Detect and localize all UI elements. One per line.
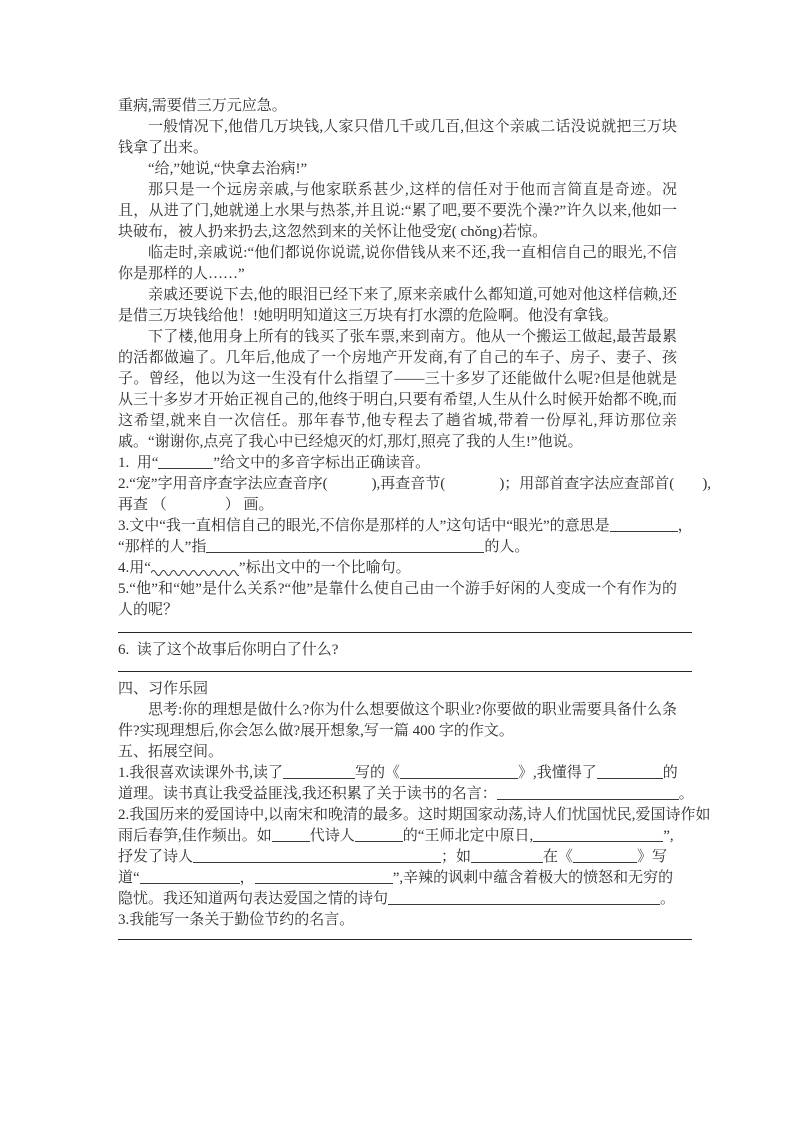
wavy-line-blank	[151, 569, 239, 576]
answer-blank	[388, 892, 660, 905]
answer-blank	[610, 519, 678, 532]
extension-item-2-line-1: 2.我国历来的爱国诗中,以南宋和晚清的最多。这时期国家动荡,诗人们忧国忧民,爱国诗作如	[118, 807, 711, 823]
answer-blank	[400, 766, 518, 779]
passage-paragraph-1: 重病,需要借三万元应急。	[118, 98, 287, 114]
divider-line-2	[118, 671, 692, 672]
answer-blank	[573, 850, 637, 863]
question-5: 5.“他”和“她”是什么关系?“他”是靠什么使自己由一个游手好闲的人变成一个有作为的人的呢？	[118, 581, 677, 618]
extension-item-2-line-4: 道“ ， ”,辛辣的讽刺中蕴含着极大的愤怒和无穷的	[118, 870, 674, 886]
divider-line-3	[118, 939, 692, 940]
answer-space	[328, 486, 372, 488]
question-2-line-1: 2.“宠”字用音序查字法应查音序( ),再查音节( )；用部首查字法应查部首( ),	[118, 476, 712, 492]
section-4-essay-prompt: 思考:你的理想是做什么?你为什么想要做这个职业?你要做的职业需要具备什么条件?实现理想后,你会怎么做?展开想象,写一篇 400 字的作文。	[118, 702, 677, 739]
answer-blank	[193, 850, 441, 863]
document-content	[118, 96, 712, 940]
passage-paragraph-5: 临走时,亲戚说:“他们都说你说谎,说你借钱从来不还,我一直相信自己的眼光,不信你是那样的人……”	[118, 245, 677, 282]
answer-space	[674, 486, 702, 488]
answer-blank	[255, 871, 393, 884]
passage-paragraph-7: 下了楼,他用身上所有的钱买了张车票,来到南方。他从一个搬运工做起,最苦最累的活都做遍了。几年后,他成了一个房地产开发商,有了自己的车子、房子、妻子、孩子。曾经，他以为这一生没有什么指望了——三十多岁了还能做什么呢?但是他就是从三十多岁才开始正视自己的,他终于明白,只要有希望,人生从什么时候开始都不晚,而这希望,就来自一次信任。那年春节,他专程去了趟省城,带着一份厚礼,拜访那位亲戚。“谢谢你,点亮了我心中已经熄灭的灯,那灯,照亮了我的人生!”他说。	[118, 329, 677, 450]
answer-blank	[355, 829, 403, 842]
section-4-heading: 四、习作乐园	[118, 681, 209, 697]
question-4: 4.用“ ”标出文中的一个比喻句。	[118, 560, 411, 576]
passage-paragraph-3: “给,”她说,“快拿去治病!”	[148, 161, 308, 177]
passage-paragraph-2: 一般情况下,他借几万块钱,人家只借几千或几百,但这个亲戚二话没说就把三万块钱拿了出来。	[118, 119, 677, 156]
answer-blank	[471, 850, 543, 863]
answer-blank	[140, 871, 240, 884]
extension-item-2-line-2: 雨后春笋,佳作频出。如 代诗人 的“王师北定中原日, ”,	[118, 828, 674, 844]
answer-blank	[497, 787, 679, 800]
section-5-heading: 五、拓展空间。	[118, 744, 224, 760]
extension-item-1-line-2: 道理。读书真让我受益匪浅,我还积累了关于读书的名言： 。	[118, 786, 694, 802]
extension-item-2-line-3: 抒发了诗人 ；如 在《 》写	[118, 849, 668, 865]
question-1: 1. 用“ ”给文中的多音字标出正确读音。	[118, 455, 431, 471]
question-3-line-2: “那样的人”指 的人。	[118, 539, 530, 555]
extension-item-2-line-5: 隐忧。我还知道两句表达爱国之情的诗句 。	[118, 891, 676, 907]
passage-paragraph-6: 亲戚还要说下去,他的眼泪已经下来了,原来亲戚什么都知道,可她对他这样信赖,还是借三万块钱给他！!她明明知道这三万块有打水漂的危险啊。他没有拿钱。	[118, 287, 677, 324]
question-2-line-2: 再查 （ ） 画。	[118, 497, 274, 513]
extension-item-3: 3.我能写一条关于勤俭节约的名言。	[118, 912, 355, 928]
divider-line-1	[118, 632, 692, 633]
answer-blank	[597, 766, 663, 779]
answer-space	[167, 507, 225, 509]
answer-blank	[272, 829, 310, 842]
passage-paragraph-4: 那只是一个远房亲戚,与他家联系甚少,这样的信任对于他而言简直是奇迹。况且，从进了门,她就递上水果与热茶,并且说:“累了吧,要不要洗个澡?”许久以来,他如一块破布，被人扔来扔去,这忽然到来的关怀让他受宠( chǒng)若惊。	[118, 182, 677, 240]
extension-item-1-line-1: 1.我很喜欢读课外书,读了 写的《 》,我懂得了 的	[118, 765, 678, 781]
question-6: 6. 读了这个故事后你明白了什么?	[118, 642, 339, 658]
answer-blank	[158, 456, 213, 469]
answer-space	[445, 486, 499, 488]
answer-blank	[206, 540, 484, 553]
question-3-line-1: 3.文中“我一直相信自己的眼光,不信你是那样的人”这句话中“眼光”的意思是 ，	[118, 518, 693, 534]
answer-blank	[283, 766, 355, 779]
answer-blank	[533, 829, 663, 842]
